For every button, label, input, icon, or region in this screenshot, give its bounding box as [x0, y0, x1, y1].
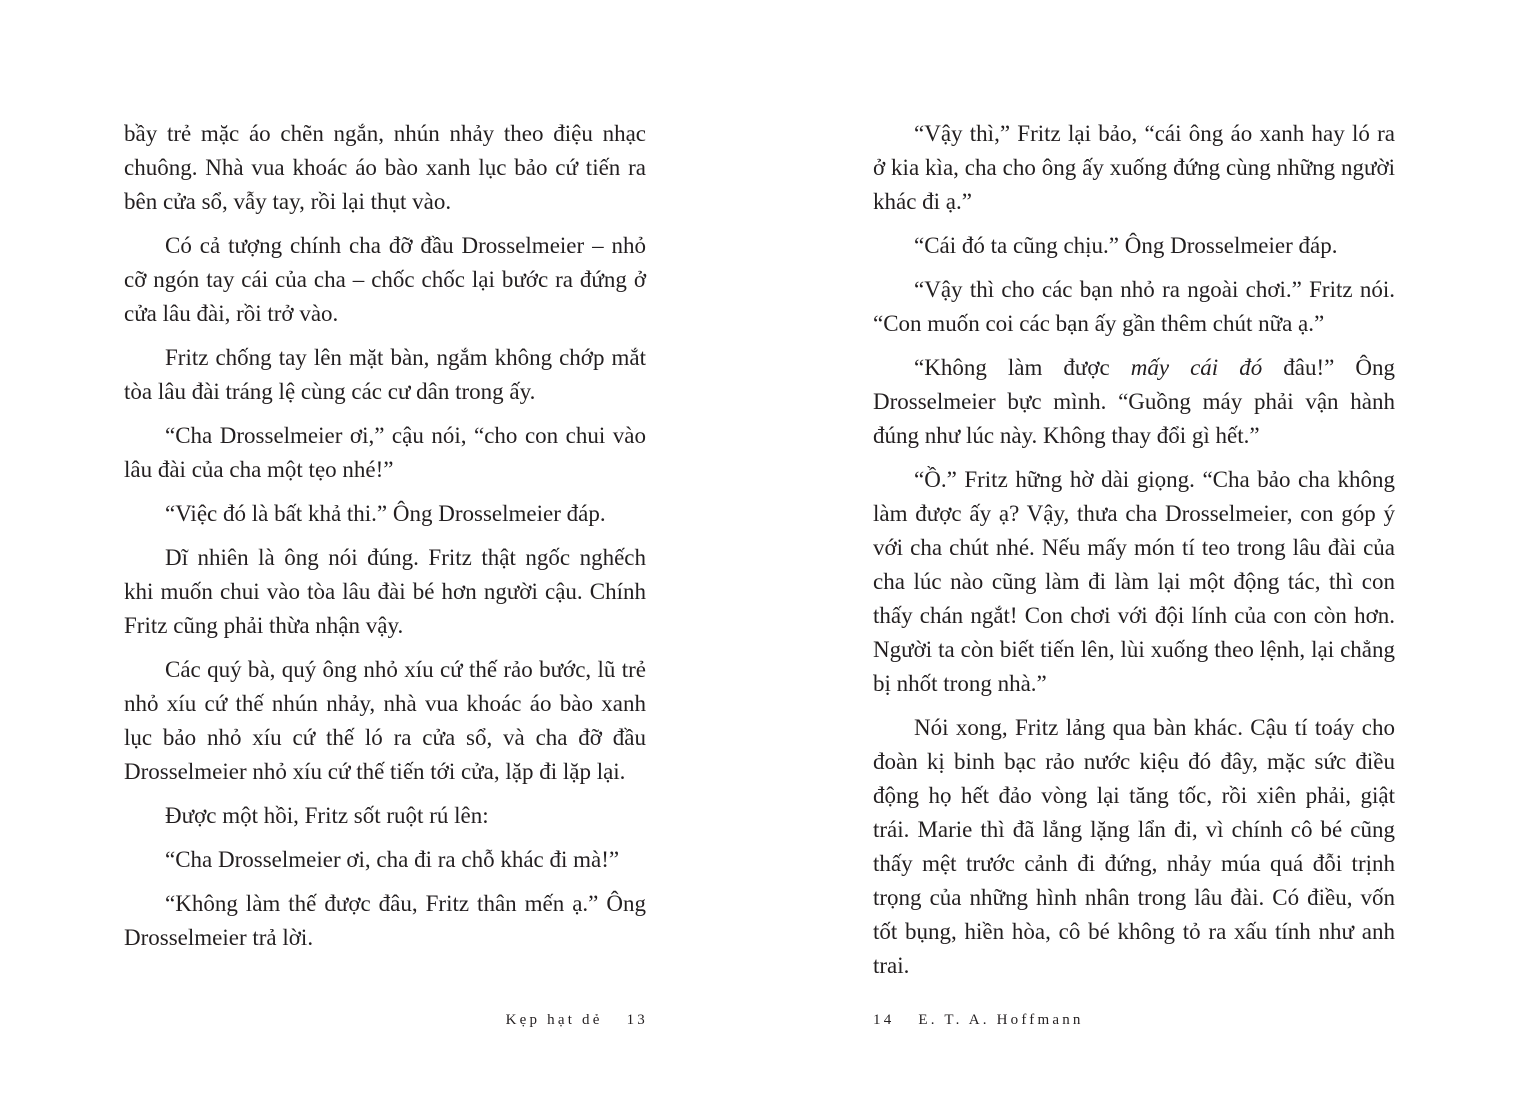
paragraph-text: “Không làm được: [914, 355, 1131, 380]
paragraph: bầy trẻ mặc áo chẽn ngắn, nhún nhảy theo điệu nhạc chuông. Nhà vua khoác áo bào xanh lục bảo cứ tiến ra bên cửa sổ, vẫy tay, rồi lại thụt vào.: [124, 121, 646, 214]
right-page-footer: [873, 1010, 1084, 1030]
paragraph: [873, 351, 1395, 453]
right-page: [873, 117, 1395, 993]
paragraph-text: đâu!” Ông Drosselmeier bực mình. “Guồng máy phải vận hành đúng như lúc này. Không thay đổi gì hết.”: [873, 355, 1395, 448]
paragraph: “Vậy thì,” Fritz lại bảo, “cái ông áo xanh hay ló ra ở kia kìa, cha cho ông ấy xuống đứng cùng những người khác đi ạ.”: [873, 121, 1395, 214]
running-title: Kẹp hạt dẻ: [505, 1012, 603, 1028]
paragraph: “Ồ.” Fritz hững hờ dài giọng. “Cha bảo cha không làm được ấy ạ? Vậy, thưa cha Drosselmeier, con góp ý với cha chút nhé. Nếu mấy món tí teo trong lâu đài của cha lúc nào cũng làm đi làm lại một động tác, thì con thấy chán ngắt! Con chơi với đội lính của con còn hơn. Người ta còn biết tiến lên, lùi xuống theo lệnh, lại chẳng bị nhốt trong nhà.”: [873, 467, 1395, 696]
paragraph: “Cha Drosselmeier ơi,” cậu nói, “cho con chui vào lâu đài của cha một tẹo nhé!”: [124, 423, 646, 482]
running-author: E. T. A. Hoffmann: [918, 1012, 1084, 1028]
paragraph: Fritz chống tay lên mặt bàn, ngắm không chớp mắt tòa lâu đài tráng lệ cùng các cư dân trong ấy.: [124, 345, 646, 404]
italic-phrase: mấy cái đó: [1130, 355, 1263, 380]
page-number: 13: [626, 1012, 648, 1028]
paragraph: Dĩ nhiên là ông nói đúng. Fritz thật ngốc nghếch khi muốn chui vào tòa lâu đài bé hơn người cậu. Chính Fritz cũng phải thừa nhận vậy.: [124, 545, 646, 638]
paragraph: “Vậy thì cho các bạn nhỏ ra ngoài chơi.” Fritz nói. “Con muốn coi các bạn ấy gần thêm chút nữa ạ.”: [873, 277, 1395, 336]
paragraph: “Cái đó ta cũng chịu.” Ông Drosselmeier đáp.: [914, 233, 1338, 258]
paragraph: “Việc đó là bất khả thi.” Ông Drosselmeier đáp.: [165, 501, 606, 526]
paragraph: Các quý bà, quý ông nhỏ xíu cứ thế rảo bước, lũ trẻ nhỏ xíu cứ thế nhún nhảy, nhà vua khoác áo bào xanh lục bảo nhỏ xíu cứ thế ló ra cửa sổ, và cha đỡ đầu Drosselmeier nhỏ xíu cứ thế tiến tới cửa, lặp đi lặp lại.: [124, 657, 646, 784]
page-number: 14: [873, 1012, 895, 1028]
paragraph: “Cha Drosselmeier ơi, cha đi ra chỗ khác đi mà!”: [165, 847, 620, 872]
paragraph: Có cả tượng chính cha đỡ đầu Drosselmeier – nhỏ cỡ ngón tay cái của cha – chốc chốc lại bước ra đứng ở cửa lâu đài, rồi trở vào.: [124, 233, 646, 326]
paragraph: “Không làm thế được đâu, Fritz thân mến ạ.” Ông Drosselmeier trả lời.: [124, 891, 646, 950]
paragraph: Nói xong, Fritz lảng qua bàn khác. Cậu tí toáy cho đoàn kị binh bạc rảo nước kiệu đó đây, mặc sức điều động họ hết đảo vòng lại tăng tốc, rồi xiên phải, giật trái. Marie thì đã lẳng lặng lẩn đi, vì chính cô bé cũng thấy mệt trước cảnh đi đứng, nhảy múa quá đỗi trịnh trọng của những hình nhân trong lâu đài. Có điều, vốn tốt bụng, hiền hòa, cô bé không tỏ ra xấu tính như anh trai.: [873, 715, 1395, 978]
left-page-footer: [506, 1010, 648, 1030]
left-page: [124, 117, 646, 965]
paragraph: Được một hồi, Fritz sốt ruột rú lên:: [165, 803, 489, 828]
